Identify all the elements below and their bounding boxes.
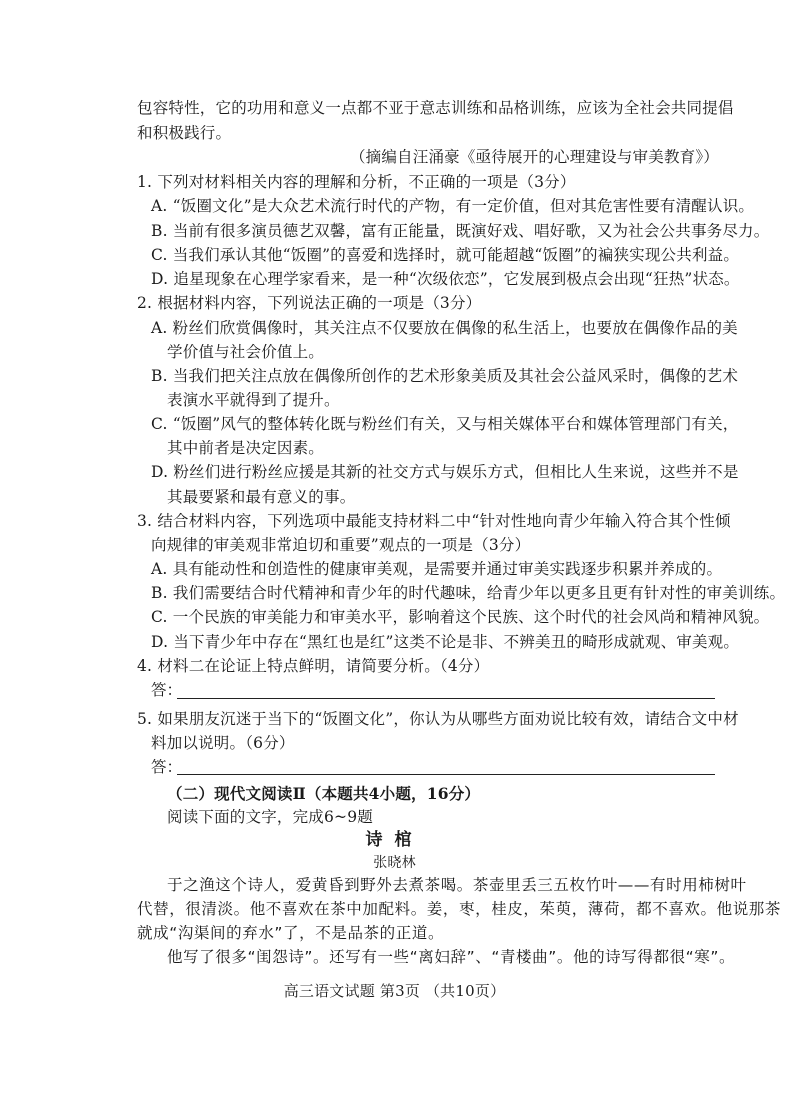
material-text: 包容特性，它的功用和意义一点都不亚于意志训练和品格训练，应该为全社会共同提倡 (137, 99, 734, 117)
question-5-stem-cont: 料加以说明。（6分） (151, 734, 295, 752)
q1-option-a: A. “饭圈文化”是大众艺术流行时代的产物，有一定价值，但对其危害性要有清醒认识。 (151, 197, 755, 215)
question-2-stem: 2. 根据材料内容，下列说法正确的一项是（3分） (137, 294, 482, 312)
page-footer: 高三语文试题 第3页 （共10页） (283, 982, 506, 1000)
q2-option-c: C. “饭圈”风气的整体转化既与粉丝们有关，又与相关媒体平台和媒体管理部门有关， (151, 415, 739, 433)
q4-answer-label: 答： (151, 681, 183, 699)
q2-option-d-cont: 其最要紧和最有意义的事。 (167, 488, 356, 506)
q2-option-b: B. 当我们把关注点放在偶像所创作的艺术形象美质及其社会公益风采时，偶像的艺术 (151, 367, 739, 385)
q4-answer-line[interactable] (177, 698, 715, 699)
question-1-stem: 1. 下列对材料相关内容的理解和分析，不正确的一项是（3分） (137, 173, 576, 191)
q2-option-a-cont: 学价值与社会价值上。 (167, 343, 325, 361)
q1-option-b: B. 当前有很多演员德艺双馨，富有正能量，既演好戏、唱好歌，又为社会公共事务尽力。 (151, 222, 770, 240)
q5-answer-line[interactable] (177, 774, 715, 775)
article-paragraph: 就成“沟渠间的弃水”了，不是品茶的正道。 (137, 924, 445, 942)
question-4-stem: 4. 材料二在论证上特点鲜明，请简要分析。（4分） (137, 657, 490, 675)
question-5-stem: 5. 如果朋友沉迷于当下的“饭圈文化”，你认为从哪些方面劝说比较有效，请结合文中材 (137, 710, 739, 728)
article-title: 诗棺 (365, 830, 424, 850)
q3-option-d: D. 当下青少年中存在“黑红也是红”这类不论是非、不辨美丑的畸形成就观、审美观。 (151, 633, 740, 651)
article-paragraph: 他写了很多“闺怨诗”。还写有一些“离妇辞”、“青楼曲”。他的诗写得都很“寒”。 (167, 948, 736, 966)
q1-option-c: C. 当我们承认其他“饭圈”的喜爱和选择时，就可能超越“饭圈”的褊狭实现公共利益。 (151, 246, 740, 264)
article-paragraph: 代替，很清淡。他不喜欢在茶中加配料。姜，枣，桂皮，茱萸，薄荷，都不喜欢。他说那茶 (137, 900, 782, 918)
q3-option-a: A. 具有能动性和创造性的健康审美观，是需要并通过审美实践逐步积累并养成的。 (151, 560, 723, 578)
article-paragraph: 于之渔这个诗人，爱黄昏到野外去煮茶喝。茶壶里丢三五枚竹叶——有时用柿树叶 (167, 876, 747, 894)
material-text: 和积极践行。 (137, 124, 232, 142)
article-author: 张晓林 (373, 855, 416, 871)
question-3-stem: 3. 结合材料内容，下列选项中最能支持材料二中“针对性地向青少年输入符合其个性倾 (137, 512, 731, 530)
q2-option-c-cont: 其中前者是决定因素。 (167, 439, 325, 457)
q2-option-d: D. 粉丝们进行粉丝应援是其新的社交方式与娱乐方式，但相比人生来说，这些并不是 (151, 463, 739, 481)
q2-option-b-cont: 表演水平就得到了提升。 (167, 391, 340, 409)
source-note: （摘编自汪涌豪《亟待展开的心理建设与审美教育》） (349, 148, 719, 166)
question-3-stem-cont: 向规律的审美观非常迫切和重要”观点的一项是（3分） (151, 536, 531, 554)
q3-option-b: B. 我们需要结合时代精神和青少年的时代趣味，给青少年以更多且更有针对性的审美训练。 (151, 584, 786, 602)
q1-option-d: D. 追星现象在心理学家看来，是一种“次级依恋”，它发展到极点会出现“狂热”状态。 (151, 270, 740, 288)
q3-option-c: C. 一个民族的审美能力和审美水平，影响着这个民族、这个时代的社会风尚和精神风貌。 (151, 608, 770, 626)
section-heading: （二）现代文阅读Ⅱ（本题共4小题，16分） (167, 784, 481, 803)
q5-answer-label: 答： (151, 758, 183, 776)
section-instruction: 阅读下面的文字，完成6~9题 (167, 808, 374, 826)
q2-option-a: A. 粉丝们欣赏偶像时，其关注点不仅要放在偶像的私生活上，也要放在偶像作品的美 (151, 319, 738, 337)
